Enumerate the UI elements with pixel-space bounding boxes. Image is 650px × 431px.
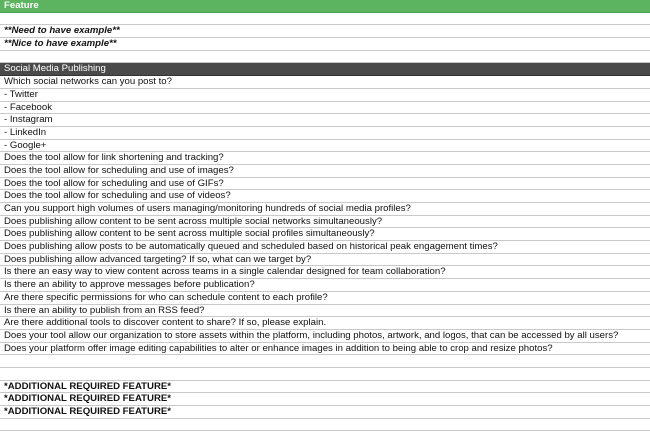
sheet-row[interactable]: Can you support high volumes of users managing/monitoring hundreds of social media profiles? xyxy=(0,203,650,216)
empty-row[interactable] xyxy=(0,51,650,64)
sheet-row[interactable]: Does the tool allow for scheduling and use of videos? xyxy=(0,190,650,203)
sheet-row[interactable]: Does your tool allow our organization to store assets within the platform, including photos, artwork, and logos, that can be accessed by all users? xyxy=(0,330,650,343)
sheet-row[interactable]: Does the tool allow for scheduling and use of images? xyxy=(0,165,650,178)
sheet-row[interactable]: Does the tool allow for link shortening and tracking? xyxy=(0,152,650,165)
sheet-row[interactable]: **Nice to have example** xyxy=(0,38,650,51)
sheet-row[interactable]: - LinkedIn xyxy=(0,127,650,140)
sheet-row[interactable]: - Google+ xyxy=(0,140,650,153)
sheet-row[interactable]: Does your platform offer image editing capabilities to alter or enhance images in addition to being able to crop and resize photos? xyxy=(0,343,650,356)
empty-row[interactable] xyxy=(0,368,650,381)
sheet-row[interactable]: Is there an easy way to view content across teams in a single calendar designed for team collaboration? xyxy=(0,266,650,279)
sheet-row[interactable]: Is there an ability to approve messages before publication? xyxy=(0,279,650,292)
sheet-row[interactable]: Are there specific permissions for who can schedule content to each profile? xyxy=(0,292,650,305)
sheet-row[interactable]: Which social networks can you post to? xyxy=(0,76,650,89)
sheet-row[interactable]: **Need to have example** xyxy=(0,25,650,38)
sheet-row[interactable]: *ADDITIONAL REQUIRED FEATURE* xyxy=(0,381,650,394)
sheet-row[interactable]: - Instagram xyxy=(0,114,650,127)
sheet-row[interactable]: Is there an ability to publish from an RSS feed? xyxy=(0,305,650,318)
sheet-row[interactable]: *ADDITIONAL REQUIRED FEATURE* xyxy=(0,393,650,406)
sheet-row[interactable]: Does publishing allow posts to be automatically queued and scheduled based on historical peak engagement times? xyxy=(0,241,650,254)
sheet-row[interactable]: Does the tool allow for scheduling and use of GIFs? xyxy=(0,178,650,191)
empty-row[interactable] xyxy=(0,355,650,368)
sheet-row[interactable]: Does publishing allow advanced targeting? If so, what can we target by? xyxy=(0,254,650,267)
section-header[interactable]: Social Media Publishing xyxy=(0,63,650,76)
empty-row[interactable] xyxy=(0,13,650,26)
sheet-row[interactable]: - Twitter xyxy=(0,89,650,102)
column-header-feature[interactable]: Feature xyxy=(0,0,650,13)
sheet-row[interactable]: *ADDITIONAL REQUIRED FEATURE* xyxy=(0,406,650,419)
sheet-row[interactable]: Are there additional tools to discover content to share? If so, please explain. xyxy=(0,317,650,330)
sheet-row[interactable]: - Facebook xyxy=(0,102,650,115)
sheet-row[interactable]: Does publishing allow content to be sent across multiple social networks simultaneously? xyxy=(0,216,650,229)
sheet-row[interactable]: Does publishing allow content to be sent across multiple social profiles simultaneously? xyxy=(0,228,650,241)
